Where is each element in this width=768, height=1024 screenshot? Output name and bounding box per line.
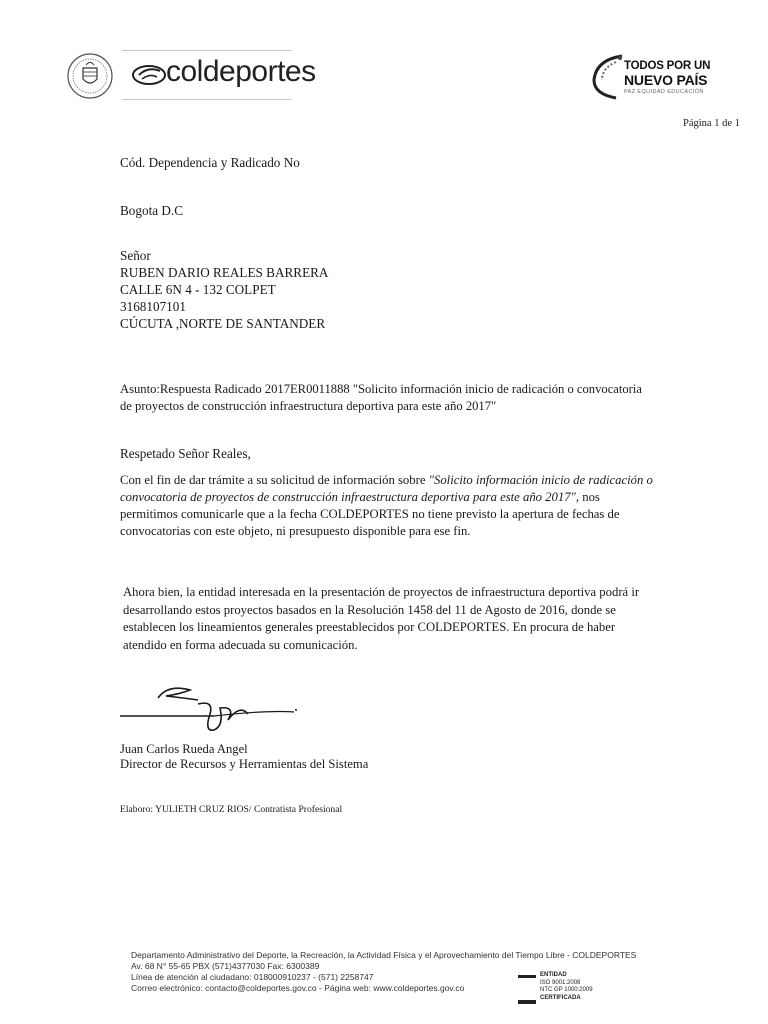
cert-line: NTC GP 1000:2009 [540, 987, 593, 993]
header-divider [122, 50, 292, 51]
paragraph-text: Con el fin de dar trámite a su solicitud de información sobre [120, 473, 429, 487]
paragraph-2-line-1: Ahora bien, la entidad interesada en la presentación de proyectos de infraestructura deportiva podrá ir [123, 585, 640, 599]
quoted-request: "Solicito información inicio de radicación o [428, 473, 653, 487]
cert-line: ISO 9001:2008 [540, 979, 581, 986]
handwritten-signature [118, 680, 298, 742]
cert-line: ENTIDAD [540, 972, 567, 978]
city-line: Bogota D.C [120, 203, 184, 218]
slogan-line-3: PAZ EQUIDAD EDUCACIÓN [624, 89, 704, 95]
greeting: Respetado Señor Reales, [120, 446, 251, 461]
paragraph-2-line-2: desarrollando estos proyectos basados en la Resolución 1458 del 11 de Agosto de 2016, donde se [123, 602, 616, 617]
paragraph-2-line-4: atendido en forma adecuada su comunicación. [123, 637, 358, 652]
paragraph-1-line-2 [120, 489, 690, 506]
certification-text [540, 972, 593, 1002]
footer-entity-line: Departamento Administrativo del Deporte, la Recreación, la Actividad Física y el Aprovechamiento del Tiempo Libre - COLDEPORTES [131, 950, 637, 960]
recipient-city: CÚCUTA ,NORTE DE SANTANDER [120, 316, 326, 331]
recipient-address: CALLE 6N 4 - 132 COLPET [120, 282, 276, 297]
dependency-code-line: Cód. Dependencia y Radicado No [120, 155, 300, 170]
coldeportes-logo-icon [130, 60, 168, 88]
footer-address-line: Av. 68 N° 55-65 PBX (571)4377030 Fax: 6300389 [131, 961, 320, 971]
subject-line-2: de proyectos de construcción infraestructura deportiva para este año 2017" [120, 399, 497, 413]
paragraph-2 [123, 584, 693, 654]
signer-name: Juan Carlos Rueda Angel [120, 742, 248, 756]
paragraph-1 [120, 472, 690, 540]
cert-line: CERTIFICADA [540, 994, 581, 1001]
slogan-line-2: NUEVO PAÍS [624, 72, 708, 88]
recipient-name: RUBEN DARIO REALES BARRERA [120, 265, 329, 280]
coldeportes-logo-text: coldeportes [166, 55, 316, 88]
footer-phone-line: Línea de atención al ciudadano: 018000910237 - (571) 2258747 [131, 972, 374, 982]
colombia-seal-icon [66, 52, 114, 100]
footer-email-line: Correo electrónico: contacto@coldeportes.gov.co - Página web: www.coldeportes.gov.co [131, 983, 465, 993]
quoted-request: convocatoria de proyectos de construcción infraestructura deportiva para este año 2017" [120, 490, 576, 504]
recipient-phone: 3168107101 [120, 299, 186, 314]
paragraph-text: , nos [575, 490, 600, 504]
prepared-by: Elaboro: YULIETH CRUZ RIOS/ Contratista Profesional [120, 804, 343, 815]
salutation-title: Señor [120, 248, 151, 263]
certification-badge [518, 972, 610, 1006]
header-divider [122, 99, 292, 100]
cert-bar-icon [518, 1000, 536, 1004]
paragraph-1-line-4: convocatorias con este objeto, ni presupuesto disponible para ese fin. [120, 524, 471, 538]
subject-line-1: Asunto:Respuesta Radicado 2017ER0011888 "Solicito información inicio de radicación o convocatoria [120, 382, 642, 396]
paragraph-1-line-3: permitimos comunicarle que a la fecha COLDEPORTES no tiene previsto la apertura de fechas de [120, 507, 620, 521]
slogan-line-1: TODOS POR UN [624, 60, 711, 72]
signer-title: Director de Recursos y Herramientas del Sistema [120, 757, 369, 771]
cert-bar-icon [518, 975, 536, 978]
paragraph-2-line-3: establecen los lineamientos generales preestablecidos por COLDEPORTES. En procura de haber [123, 620, 616, 634]
paragraph-1-line-1 [120, 472, 690, 489]
page-number: Página 1 de 1 [683, 118, 740, 129]
